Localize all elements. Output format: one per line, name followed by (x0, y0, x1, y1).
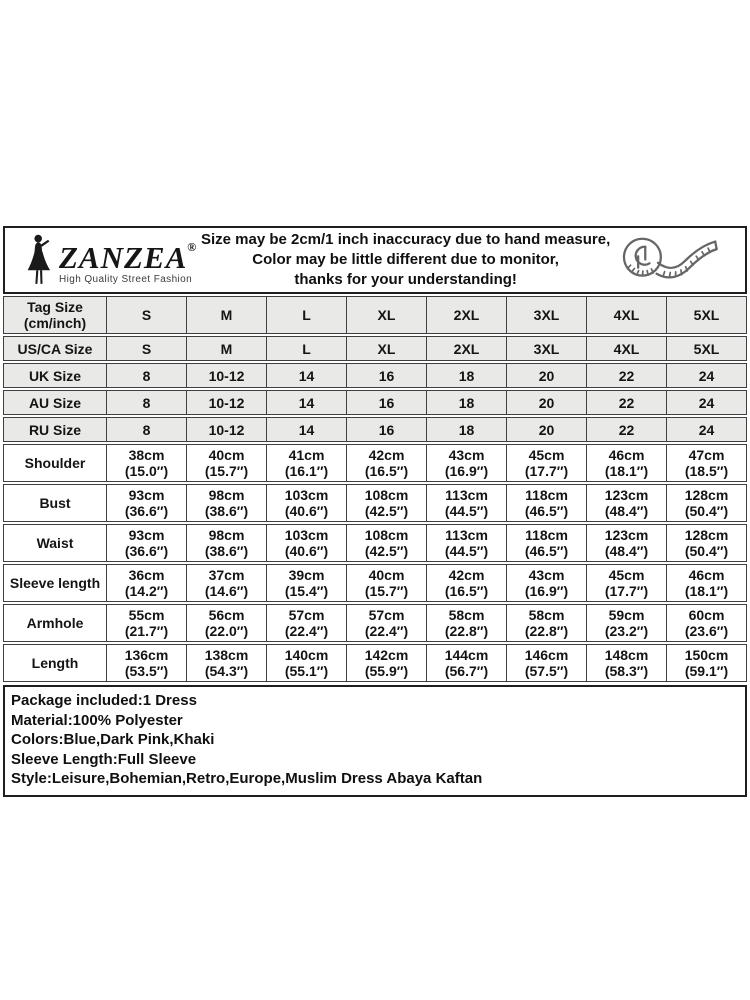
table-row (3, 644, 747, 682)
size-cell: 58cm (22.8″) (507, 604, 587, 642)
row-label: Length (3, 644, 107, 682)
size-cell: 2XL (427, 296, 507, 334)
size-cell: 18 (427, 363, 507, 388)
size-cell: 93cm (36.6″) (107, 484, 187, 522)
woman-silhouette-icon (25, 232, 58, 288)
notice-line-1: Size may be 2cm/1 inch inaccuracy due to hand measure, (200, 231, 611, 248)
size-cell: 36cm (14.2″) (107, 564, 187, 602)
size-cell: 43cm (16.9″) (507, 564, 587, 602)
size-cell: 40cm (15.7″) (187, 444, 267, 482)
size-cell: 8 (107, 417, 187, 442)
table-row (3, 564, 747, 602)
brand-logo (5, 232, 196, 289)
size-cell: 103cm (40.6″) (267, 524, 347, 562)
size-cell: 113cm (44.5″) (427, 524, 507, 562)
size-table-body (3, 296, 747, 682)
size-table (3, 294, 747, 684)
size-cell: 98cm (38.6″) (187, 484, 267, 522)
size-cell: 22 (587, 417, 667, 442)
size-cell: L (267, 336, 347, 361)
size-cell: 113cm (44.5″) (427, 484, 507, 522)
size-cell: 5XL (667, 296, 747, 334)
size-cell: 20 (507, 417, 587, 442)
table-row (3, 444, 747, 482)
size-cell: 4XL (587, 336, 667, 361)
detail-colors: Colors:Blue,Dark Pink,Khaki (11, 731, 215, 748)
size-cell: 118cm (46.5″) (507, 484, 587, 522)
size-cell: 38cm (15.0″) (107, 444, 187, 482)
header (3, 226, 747, 294)
size-cell: 148cm (58.3″) (587, 644, 667, 682)
size-cell: 57cm (22.4″) (267, 604, 347, 642)
size-cell: 14 (267, 390, 347, 415)
size-cell: 123cm (48.4″) (587, 484, 667, 522)
table-row (3, 417, 747, 442)
table-row (3, 336, 747, 361)
size-cell: 2XL (427, 336, 507, 361)
size-cell: 123cm (48.4″) (587, 524, 667, 562)
size-cell: 146cm (57.5″) (507, 644, 587, 682)
size-cell: XL (347, 336, 427, 361)
brand-text (59, 239, 197, 289)
size-cell: 118cm (46.5″) (507, 524, 587, 562)
size-cell: 40cm (15.7″) (347, 564, 427, 602)
row-label: AU Size (3, 390, 107, 415)
size-cell: 56cm (22.0″) (187, 604, 267, 642)
table-row (3, 296, 747, 334)
size-cell: L (267, 296, 347, 334)
detail-material: Material:100% Polyester (11, 711, 183, 729)
row-label: Armhole (3, 604, 107, 642)
size-cell: 3XL (507, 296, 587, 334)
size-cell: 24 (667, 417, 747, 442)
detail-style: Style:Leisure,Bohemian,Retro,Europe,Muslim Dress Abaya Kaftan (11, 770, 483, 787)
size-cell: 138cm (54.3″) (187, 644, 267, 682)
size-cell: 24 (667, 390, 747, 415)
table-row (3, 484, 747, 522)
size-cell: XL (347, 296, 427, 334)
size-cell: 128cm (50.4″) (667, 524, 747, 562)
size-notice (196, 230, 615, 290)
table-row (3, 604, 747, 642)
table-row (3, 363, 747, 388)
size-cell: 42cm (16.5″) (427, 564, 507, 602)
tape-measure-icon (615, 231, 719, 289)
size-cell: 45cm (17.7″) (507, 444, 587, 482)
size-cell: 43cm (16.9″) (427, 444, 507, 482)
row-label: Tag Size (cm/inch) (3, 296, 107, 334)
size-cell: 45cm (17.7″) (587, 564, 667, 602)
size-cell: 144cm (56.7″) (427, 644, 507, 682)
size-cell: 10-12 (187, 390, 267, 415)
size-cell: 4XL (587, 296, 667, 334)
row-label: US/CA Size (3, 336, 107, 361)
size-cell: 108cm (42.5″) (347, 484, 427, 522)
size-cell: 58cm (22.8″) (427, 604, 507, 642)
size-cell: 14 (267, 363, 347, 388)
size-chart-sheet (3, 226, 747, 797)
row-label: Shoulder (3, 444, 107, 482)
size-cell: 55cm (21.7″) (107, 604, 187, 642)
size-cell: 47cm (18.5″) (667, 444, 747, 482)
size-cell: S (107, 336, 187, 361)
size-cell: 22 (587, 363, 667, 388)
table-row (3, 524, 747, 562)
brand-name: ZANZEA (59, 239, 188, 275)
size-cell: S (107, 296, 187, 334)
size-cell: 8 (107, 390, 187, 415)
size-cell: 93cm (36.6″) (107, 524, 187, 562)
size-cell: 41cm (16.1″) (267, 444, 347, 482)
size-cell: 39cm (15.4″) (267, 564, 347, 602)
size-cell: 10-12 (187, 417, 267, 442)
size-cell: 20 (507, 390, 587, 415)
row-label: Sleeve length (3, 564, 107, 602)
notice-line-2: Color may be little different due to monitor, (252, 251, 559, 268)
size-cell: 14 (267, 417, 347, 442)
size-cell: 24 (667, 363, 747, 388)
row-label: Bust (3, 484, 107, 522)
size-cell: 98cm (38.6″) (187, 524, 267, 562)
row-label: Waist (3, 524, 107, 562)
size-cell: 10-12 (187, 363, 267, 388)
size-cell: 5XL (667, 336, 747, 361)
size-cell: 57cm (22.4″) (347, 604, 427, 642)
size-cell: 3XL (507, 336, 587, 361)
size-cell: M (187, 336, 267, 361)
size-cell: 37cm (14.6″) (187, 564, 267, 602)
size-cell: 22 (587, 390, 667, 415)
size-cell: 16 (347, 417, 427, 442)
size-cell: 16 (347, 390, 427, 415)
size-cell: 140cm (55.1″) (267, 644, 347, 682)
detail-sleeve-length: Sleeve Length:Full Sleeve (11, 750, 197, 768)
size-cell: 46cm (18.1″) (587, 444, 667, 482)
row-label: RU Size (3, 417, 107, 442)
size-cell: 142cm (55.9″) (347, 644, 427, 682)
row-label: UK Size (3, 363, 107, 388)
size-cell: 150cm (59.1″) (667, 644, 747, 682)
table-row (3, 390, 747, 415)
size-cell: 60cm (23.6″) (667, 604, 747, 642)
size-cell: M (187, 296, 267, 334)
size-cell: 103cm (40.6″) (267, 484, 347, 522)
size-cell: 16 (347, 363, 427, 388)
registered-trademark-symbol: ® (187, 239, 197, 254)
size-cell: 46cm (18.1″) (667, 564, 747, 602)
size-cell: 42cm (16.5″) (347, 444, 427, 482)
size-cell: 59cm (23.2″) (587, 604, 667, 642)
brand-tagline: High Quality Street Fashion (59, 273, 193, 285)
size-cell: 20 (507, 363, 587, 388)
size-cell: 108cm (42.5″) (347, 524, 427, 562)
size-cell: 18 (427, 390, 507, 415)
size-cell: 18 (427, 417, 507, 442)
size-cell: 128cm (50.4″) (667, 484, 747, 522)
product-details (3, 685, 747, 797)
notice-line-3: thanks for your understanding! (294, 271, 517, 288)
size-cell: 136cm (53.5″) (107, 644, 187, 682)
detail-package: Package included:1 Dress (11, 692, 197, 709)
size-cell: 8 (107, 363, 187, 388)
